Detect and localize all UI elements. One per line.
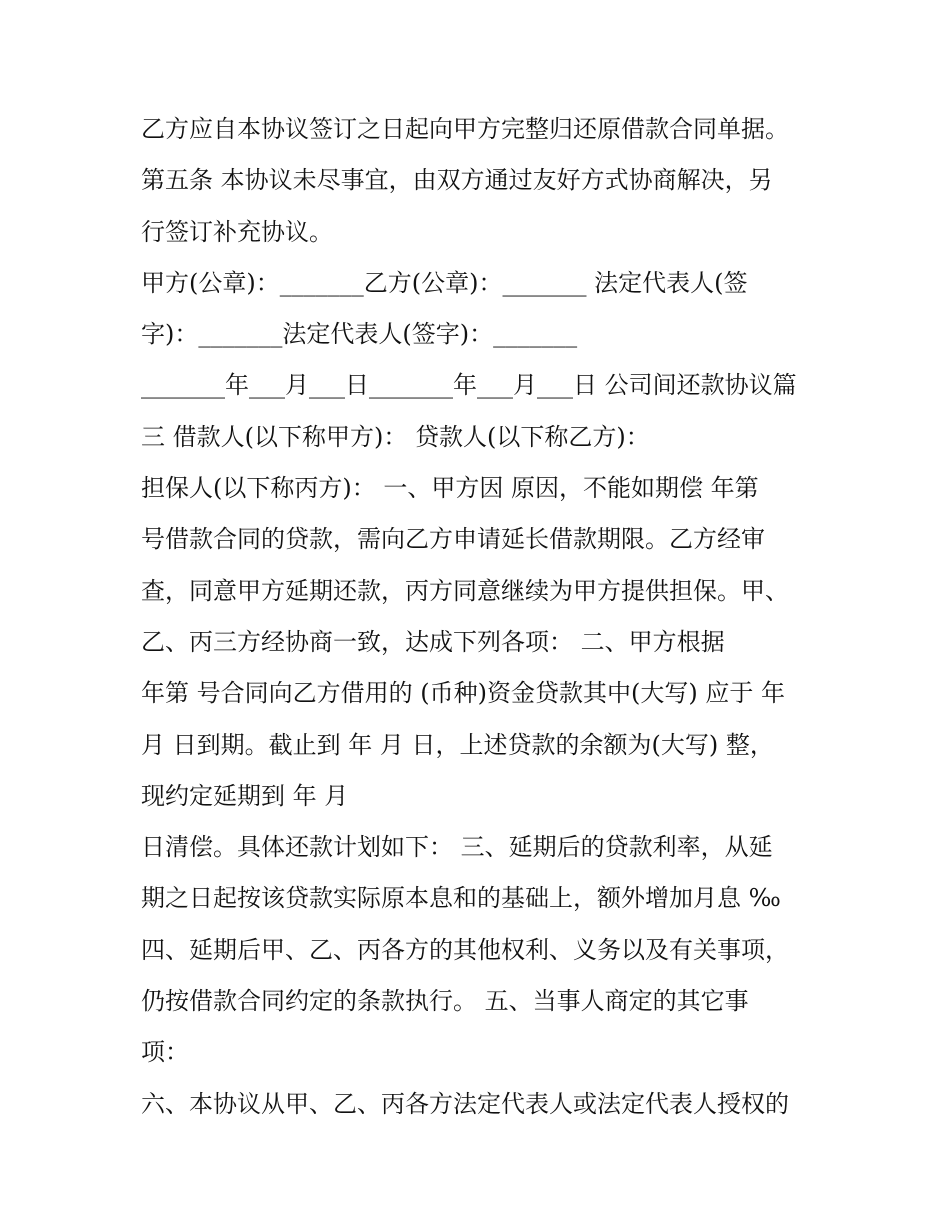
text-line: 第五条 本协议未尽事宜，由双方通过友好方式协商解决，另: [141, 166, 773, 195]
text-line: 担保人(以下称丙方)： 一、甲方因 原因，不能如期偿 年第: [141, 474, 759, 503]
text-line: 期之日起按该贷款实际原本息和的基础上，额外增加月息 ‰: [141, 884, 781, 913]
text-line: 仍按借款合同约定的条款执行。 五、当事人商定的其它事: [141, 987, 749, 1016]
text-line: 乙方应自本协议签订之日起向甲方完整归还原借款合同单据。: [141, 115, 789, 143]
text-line: 行签订补充协议。: [141, 217, 333, 246]
text-line: 日清偿。具体还款计划如下： 三、延期后的贷款利率，从延: [141, 833, 773, 862]
text-line: 三 借款人(以下称甲方)： 贷款人(以下称乙方)：: [141, 422, 650, 451]
text-line: 字)：_______法定代表人(签字)：_______: [141, 320, 578, 349]
text-line: 甲方(公章)：_______乙方(公章)：_______ 法定代表人(签: [141, 268, 748, 297]
text-line: 项：: [141, 1038, 189, 1067]
text-line: 四、延期后甲、乙、丙各方的其他权利、义务以及有关事项，: [141, 935, 789, 964]
body-text: [141, 104, 821, 1130]
text-line: 月 日到期。截止到 年 月 日，上述贷款的余额为(大写) 整，: [141, 730, 774, 759]
text-line: 六、本协议从甲、乙、丙各方法定代表人或法定代表人授权的: [141, 1089, 789, 1118]
text-line: 乙、丙三方经协商一致，达成下列各项： 二、甲方根据: [141, 627, 725, 656]
text-line: 年第 号合同向乙方借用的 (币种)资金贷款其中(大写) 应于 年: [141, 679, 785, 708]
text-line: 号借款合同的贷款，需向乙方申请延长借款期限。乙方经审: [141, 525, 765, 554]
text-line: 现约定延期到 年 月: [141, 781, 349, 810]
text-line: _______年___月___日_______年___月___日 公司间还款协议篇: [141, 371, 797, 400]
text-line: 查，同意甲方延期还款，丙方同意继续为甲方提供担保。甲、: [141, 576, 789, 605]
